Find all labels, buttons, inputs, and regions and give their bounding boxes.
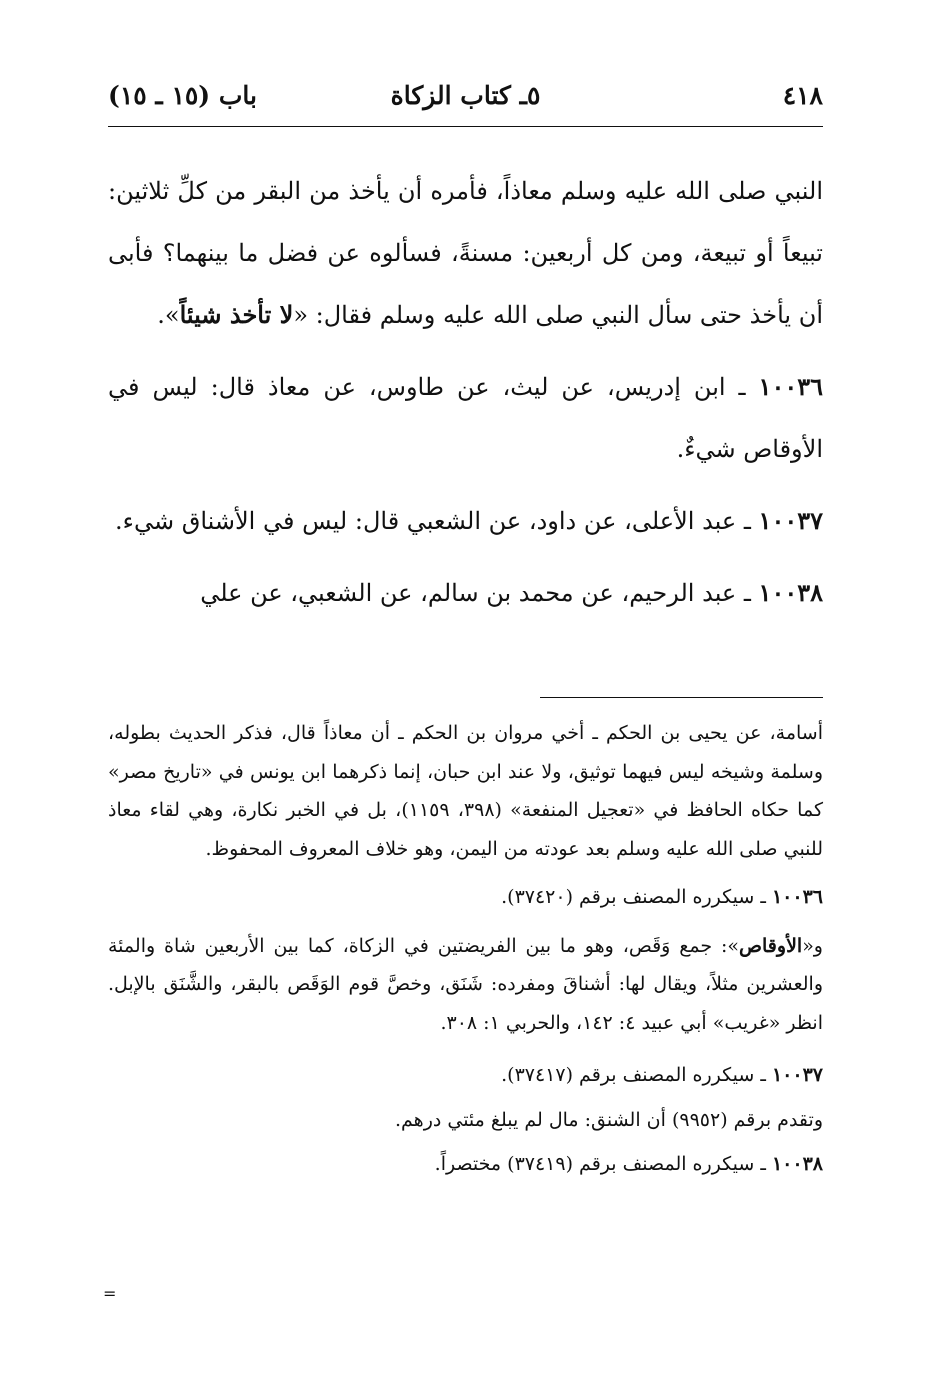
- hadith-10037: [108, 490, 823, 552]
- footnote-lead: و«: [802, 934, 823, 957]
- footnote-number: ١٠٠٣٧: [771, 1064, 823, 1086]
- footnote-text: ـ سيكرره المصنف برقم (٣٧٤١٧).: [501, 1064, 772, 1086]
- hadith-10036: [108, 356, 823, 480]
- hadith-number: ١٠٠٣٧: [758, 506, 823, 535]
- footnote-text: ـ سيكرره المصنف برقم (٣٧٤٢٠).: [501, 886, 772, 908]
- hadith-10038: [108, 562, 823, 624]
- footnote-text: »: جمع وَقَص، وهو ما بين الفريضتين في الزكاة، كما بين الأربعين شاة والمئة والعشرين مثلاً، ويقال لها: أشناقَ ومفرده: شَنَق، وخصَّ قوم الوَقَص بالبقر، والشَّنَق بالإبل. انظر «غريب» أبي عبيد ٤: ١٤٢، والحربي ١: ٣٠٨.: [108, 934, 823, 1034]
- footnote-10038: [108, 1145, 823, 1184]
- section-label: باب (١٥ ـ ١٥): [108, 81, 257, 110]
- footnote-term: الأوقاص: [739, 934, 803, 957]
- hadith-text: ـ ابن إدريس، عن ليث، عن طاوس، عن معاذ قال: ليس في الأوقاص شيءٌ.: [108, 373, 823, 463]
- footnote-10036: [108, 878, 823, 917]
- footnote-rule: [540, 697, 823, 698]
- page-number: ٤١٨: [782, 81, 823, 110]
- footnote-shanaq: وتقدم برقم (٩٩٥٢) أن الشنق: مال لم يبلغ مئتي درهم.: [394, 1108, 823, 1131]
- header-rule: [108, 126, 823, 127]
- paragraph-continued: [108, 160, 823, 346]
- main-text: [108, 160, 823, 624]
- footnote-10037: [108, 1056, 823, 1095]
- running-header: [108, 78, 823, 114]
- paragraph-tail: ».: [157, 301, 180, 329]
- footnote-awqas: [108, 927, 823, 1043]
- hadith-number: ١٠٠٣٨: [758, 578, 823, 607]
- hadith-text: ـ عبد الأعلى، عن داود، عن الشعبي قال: ليس في الأشناق شيء.: [115, 507, 759, 535]
- footnote-number: ١٠٠٣٨: [771, 1153, 823, 1175]
- chapter-title: ٥ـ كتاب الزكاة: [390, 81, 541, 110]
- footnote-continued: أسامة، عن يحيى بن الحكم ـ أخي مروان بن الحكم ـ أن معاذاً قال، فذكر الحديث بطوله، وسلمة وشيخه ليس فيهما توثيق، ولا عند ابن حبان، إنما ذكرهما ابن يونس في «تاريخ مصر» كما حكاه الحافظ في «تعجيل المنفعة» (٣٩٨، ١١٥٩)، بل في الخبر نكارة، وهي لقاء معاذ للنبي صلى الله عليه وسلم بعد عودته من اليمن، وهو خلاف المعروف المحفوظ.: [108, 722, 823, 860]
- hadith-text: ـ عبد الرحيم، عن محمد بن سالم، عن الشعبي، عن علي: [200, 579, 759, 607]
- prophet-quote: لا تأخذ شيئاً: [179, 300, 294, 329]
- footnote-number: ١٠٠٣٦: [771, 886, 823, 908]
- paragraph-text: النبي صلى الله عليه وسلم معاذاً، فأمره أن يأخذ من البقر من كلِّ ثلاثين: تبيعاً أو تبيعة، ومن كل أربعين: مسنةً، فسألوه عن فضل ما بينهما؟ فأبى أن يأخذ حتى سأل النبي صلى الله عليه وسلم فقال: «: [108, 177, 823, 329]
- continuation-mark: =: [103, 1284, 117, 1303]
- footnote-text: ـ سيكرره المصنف برقم (٣٧٤١٩) مختصراً.: [434, 1153, 772, 1175]
- hadith-number: ١٠٠٣٦: [758, 372, 823, 401]
- footnotes: [108, 714, 823, 1184]
